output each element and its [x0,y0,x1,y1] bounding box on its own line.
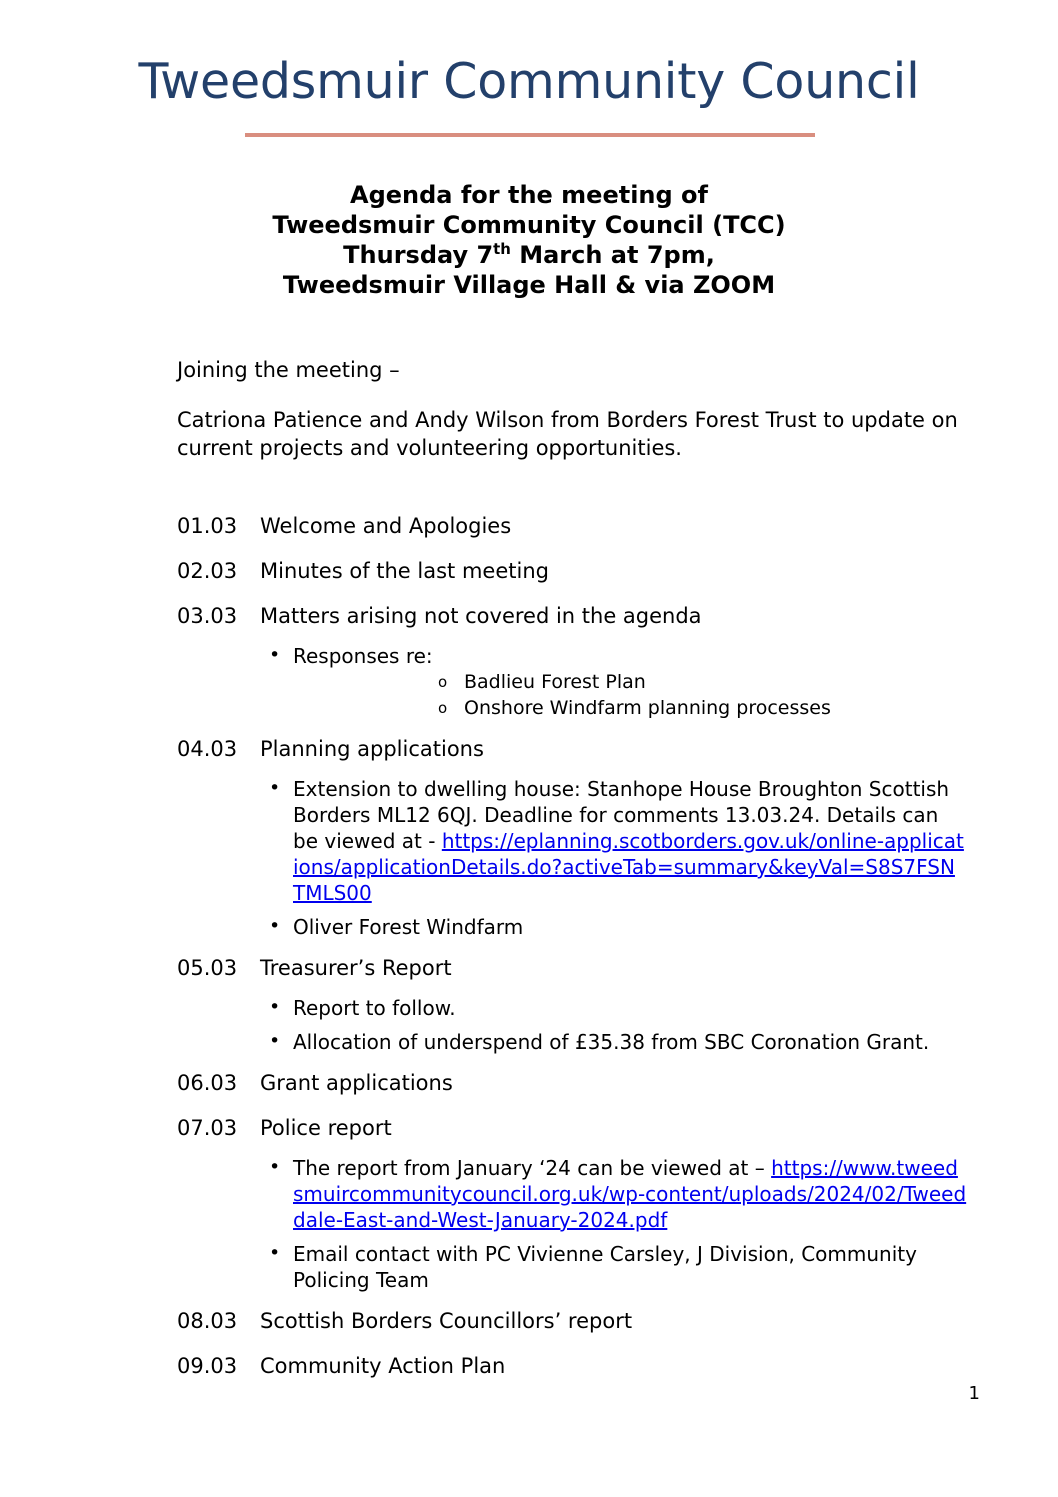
agenda-item-01 [177,512,967,541]
bullet-responses-re [177,643,967,721]
bullet-text: The report from January ‘24 can be viewed at – [293,1156,772,1180]
agenda-item-07 [177,1114,967,1143]
ordinal-suffix: th [493,240,511,258]
agenda-item-09 [177,1352,967,1381]
bullet-email-contact-pc: • Email contact with PC Vivienne Carsley, J Division, Community Policing Team [177,1241,967,1293]
agenda-label: Scottish Borders Councillors’ report [260,1309,633,1333]
agenda-number: 06.03 [177,1071,238,1095]
agenda-number: 07.03 [177,1116,238,1140]
agenda-item-06 [177,1069,967,1098]
agenda-item-08 [177,1307,967,1336]
doc-title-line-1: Agenda for the meeting of [350,181,708,209]
doc-title-line-3 [0,240,1058,270]
agenda-item-03-bullets [177,643,967,721]
agenda-number: 05.03 [177,956,238,980]
agenda-label: Welcome and Apologies [260,514,512,538]
organisation-title: Tweedsmuir Community Council [138,53,920,110]
bullet-oliver-forest-windfarm: • Oliver Forest Windfarm [177,914,967,940]
agenda-number: 04.03 [177,737,238,761]
agenda-number: 02.03 [177,559,238,583]
agenda-number: 01.03 [177,514,238,538]
eplanning-application-link[interactable]: https://eplanning.scotborders.gov.uk/online-applications/applicationDetails.do?activeTab=summary&keyVal=S8S7FSNTMLS00 [293,829,964,905]
doc-title-line-4: Tweedsmuir Village Hall & via ZOOM [282,271,776,299]
page-number: 1 [968,1383,980,1404]
agenda-item-05-bullets [177,995,967,1055]
sub-bullet-badlieu-forest-plan: o Badlieu Forest Plan [293,669,967,695]
bullet-january-police-report [177,1155,967,1233]
masthead [0,52,1058,112]
agenda-item-07-bullets [177,1155,967,1293]
responses-sublist [293,669,967,721]
police-report-pdf-link[interactable]: https://www.tweedsmuircommunitycouncil.org.uk/wp-content/uploads/2024/02/Tweeddale-East-and-West-January-2024.pdf [293,1156,967,1232]
bullet-report-to-follow: • Report to follow. [177,995,967,1021]
agenda-label: Matters arising not covered in the agenda [260,604,702,628]
agenda-label: Community Action Plan [260,1354,506,1378]
doc-title-line-3-suffix: March at 7pm, [510,241,715,269]
sub-bullet-onshore-windfarm: o Onshore Windfarm planning processes [293,695,967,721]
document-body [177,356,967,1397]
bullet-planning-application-stanhope [177,776,967,906]
agenda-label: Treasurer’s Report [260,956,452,980]
agenda-item-02 [177,557,967,586]
spacer [177,484,967,512]
bullet-text: Responses re: [293,644,433,668]
masthead-divider-rule [245,133,815,137]
doc-title-line-3-prefix: Thursday 7 [343,241,494,269]
agenda-label: Minutes of the last meeting [260,559,549,583]
agenda-item-04 [177,735,967,764]
agenda-item-03 [177,602,967,631]
joining-paragraph: Catriona Patience and Andy Wilson from Borders Forest Trust to update on current projects and volunteering opportunities. [177,408,958,460]
bullet-underspend-allocation: • Allocation of underspend of £35.38 from SBC Coronation Grant. [177,1029,967,1055]
doc-title-line-2: Tweedsmuir Community Council (TCC) [272,211,786,239]
joining-heading: Joining the meeting – [177,358,400,382]
agenda-label: Planning applications [260,737,484,761]
agenda-label: Grant applications [260,1071,453,1095]
agenda-label: Police report [260,1116,392,1140]
agenda-item-04-bullets [177,776,967,940]
bullet-text: Extension to dwelling house: Stanhope House Broughton Scottish Borders ML12 6QJ. Deadline for comments 13.03.24. Details can be viewed at - [293,777,950,853]
agenda-item-05 [177,954,967,983]
document-title-block [0,180,1058,300]
agenda-number: 09.03 [177,1354,238,1378]
agenda-number: 08.03 [177,1309,238,1333]
agenda-number: 03.03 [177,604,238,628]
